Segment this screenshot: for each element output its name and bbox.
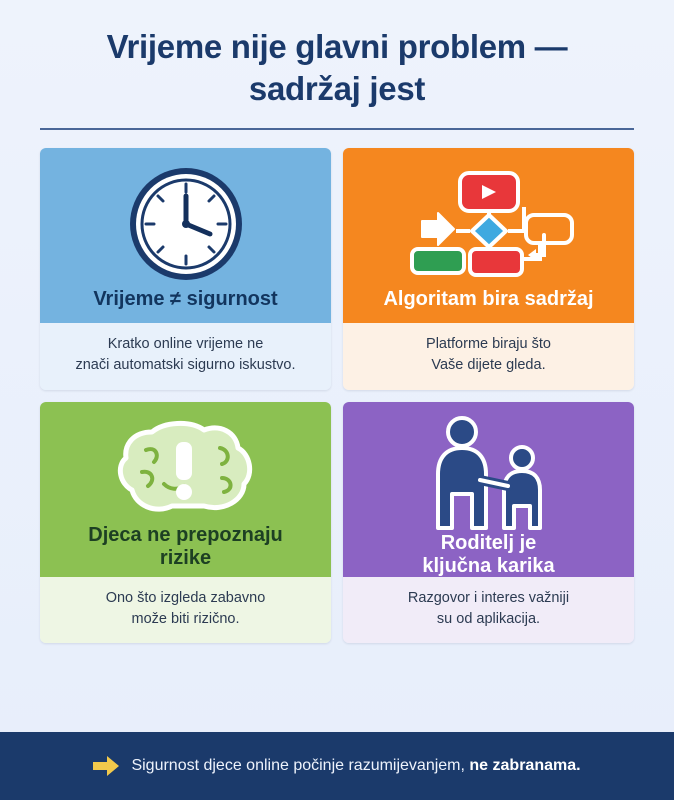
title-divider xyxy=(40,128,634,130)
cards-grid xyxy=(40,148,634,642)
card-parent-heading-line1: Roditelj je xyxy=(440,531,537,554)
card-children-risks-heading-line2: rizike xyxy=(159,547,212,570)
card-algorithm-body-line1: Platforme biraju što xyxy=(426,336,551,353)
card-parent[interactable] xyxy=(343,402,634,643)
algorithm-flow-icon xyxy=(343,160,634,287)
card-time-safety[interactable] xyxy=(40,148,331,389)
card-time-safety-heading: Vrijeme ≠ sigurnost xyxy=(93,287,278,310)
card-time-safety-body-line1: Kratko online vrijeme ne xyxy=(107,336,264,353)
card-algorithm-body-line2: Vaše dijete gleda. xyxy=(431,357,546,374)
card-children-risks[interactable] xyxy=(40,402,331,643)
card-children-risks-heading-line1: Djeca ne prepoznaju xyxy=(88,523,283,546)
card-parent-body-line1: Razgovor i interes važniji xyxy=(407,589,570,606)
footer-text xyxy=(131,757,580,775)
arrow-right-icon xyxy=(93,756,119,776)
page-title-line2: sadržaj jest xyxy=(248,70,426,108)
card-time-safety-visual xyxy=(40,148,331,323)
card-algorithm-visual xyxy=(343,148,634,323)
clock-icon xyxy=(40,160,331,287)
header xyxy=(0,0,674,130)
card-time-safety-body xyxy=(40,323,331,389)
page-title-line1: Vrijeme nije glavni problem — xyxy=(106,28,568,65)
footer-text-strong: ne zabranama. xyxy=(469,757,581,774)
card-parent-heading xyxy=(343,532,634,589)
footer-banner xyxy=(0,732,674,800)
card-algorithm-heading: Algoritam bira sadržaj xyxy=(383,287,594,310)
card-children-risks-body-line1: Ono što izgleda zabavno xyxy=(105,589,266,606)
card-algorithm-body xyxy=(343,323,634,389)
card-parent-heading-line2: ključna karika xyxy=(422,555,555,578)
page-title xyxy=(40,26,634,110)
brain-warning-icon xyxy=(40,414,331,524)
parent-child-icon xyxy=(343,414,634,532)
footer-text-soft: Sigurnost djece online počinje razumijevanjem, xyxy=(131,757,470,774)
card-parent-visual xyxy=(343,402,634,577)
card-parent-body-line2: su od aplikacija. xyxy=(436,610,541,627)
card-children-risks-body xyxy=(40,577,331,643)
card-time-safety-body-line2: znači automatski sigurno iskustvo. xyxy=(75,357,296,374)
card-algorithm[interactable] xyxy=(343,148,634,389)
card-children-risks-heading xyxy=(40,524,331,581)
card-children-risks-visual xyxy=(40,402,331,577)
card-children-risks-body-line2: može biti rizično. xyxy=(131,610,240,627)
